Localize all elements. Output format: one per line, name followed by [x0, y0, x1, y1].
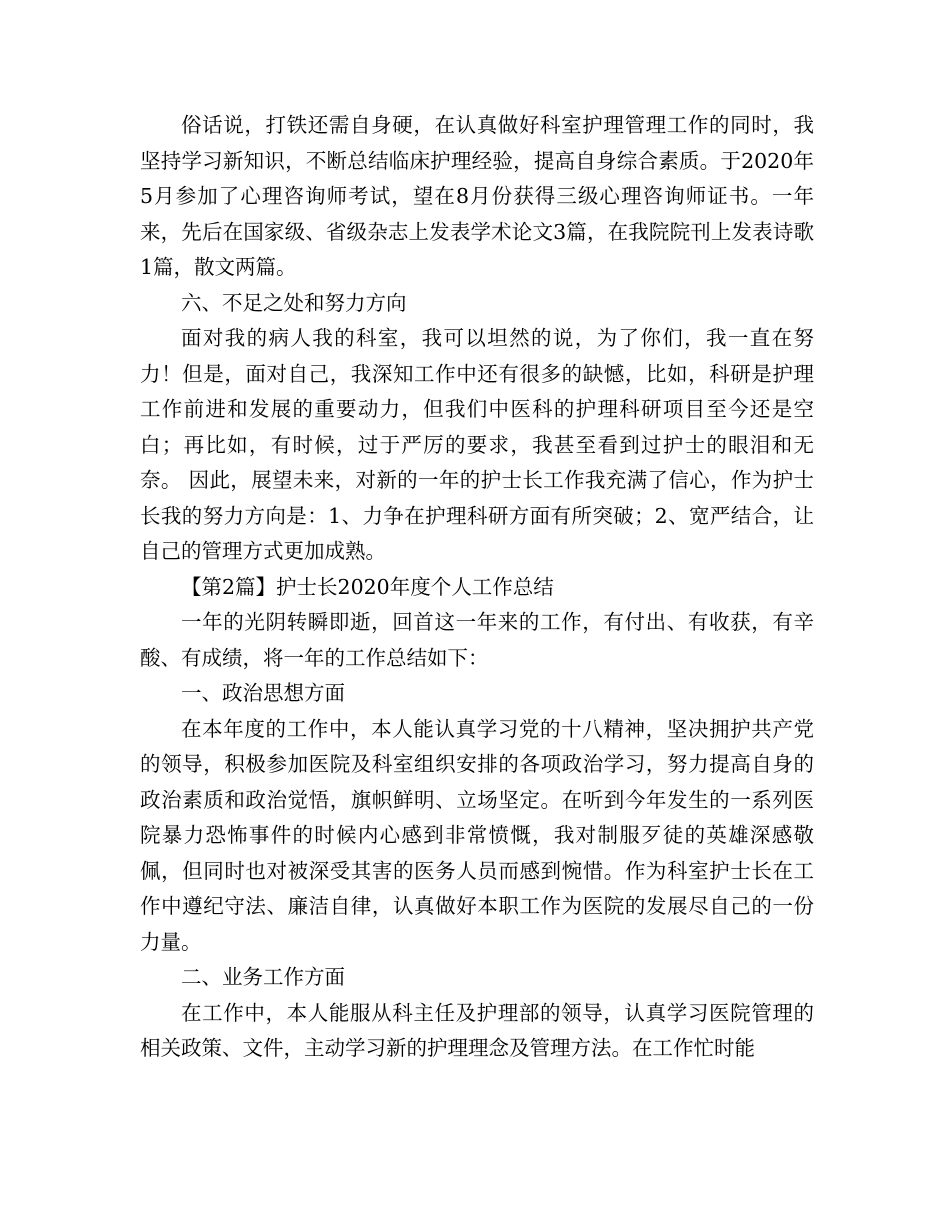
section-heading-political: 一、政治思想方面 [181, 681, 345, 705]
paragraph-professional: 在工作中，本人能服从科主任及护理部的领导，认真学习医院管理的相关政策、文件，主动学习新的护理理念及管理方法。在工作忙时能 [140, 1000, 814, 1060]
paragraph-shortcomings: 面对我的病人我的科室，我可以坦然的说，为了你们，我一直在努力！但是，面对自己，我深知工作中还有很多的缺憾，比如，科研是护理工作前进和发展的重要动力，但我们中医科的护理科研项目至今还是空白；再比如，有时候，过于严厉的要求，我甚至看到过护士的眼泪和无奈。 因此，展望未来，对新的一年的护士长工作我充满了信心，作为护士长我的努力方向是：1、力争在护理科研方面有所突破；2、宽严结合，让自己的管理方式更加成熟。 [140, 326, 814, 563]
section-heading-shortcomings: 六、不足之处和努力方向 [181, 290, 407, 315]
article-title-part-2: 【第2篇】护士长2020年度个人工作总结 [181, 574, 554, 599]
paragraph-intro: 一年的光阴转瞬即逝，回首这一年来的工作，有付出、有收获，有辛酸、有成绩，将一年的工作总结如下： [140, 610, 814, 670]
section-heading-professional: 二、业务工作方面 [181, 965, 345, 989]
document-page [140, 108, 814, 1067]
paragraph-self-improvement: 俗话说，打铁还需自身硬，在认真做好科室护理管理工作的同时，我坚持学习新知识，不断总结临床护理经验，提高自身综合素质。于2020年5月参加了心理咨询师考试，望在8月份获得三级心理咨询师证书。一年来，先后在国家级、省级杂志上发表学术论文3篇，在我院院刊上发表诗歌1篇，散文两篇。 [140, 113, 814, 279]
paragraph-political: 在本年度的工作中，本人能认真学习党的十八精神，坚决拥护共产党的领导，积极参加医院及科室组织安排的各项政治学习，努力提高自身的政治素质和政治觉悟，旗帜鲜明、立场坚定。在听到今年发生的一系列医院暴力恐怖事件的时候内心感到非常愤慨，我对制服歹徒的英雄深感敬佩，但同时也对被深受其害的医务人员而感到惋惜。作为科室护士长在工作中遵纪守法、廉洁自律，认真做好本职工作为医院的发展尽自己的一份力量。 [140, 716, 814, 954]
